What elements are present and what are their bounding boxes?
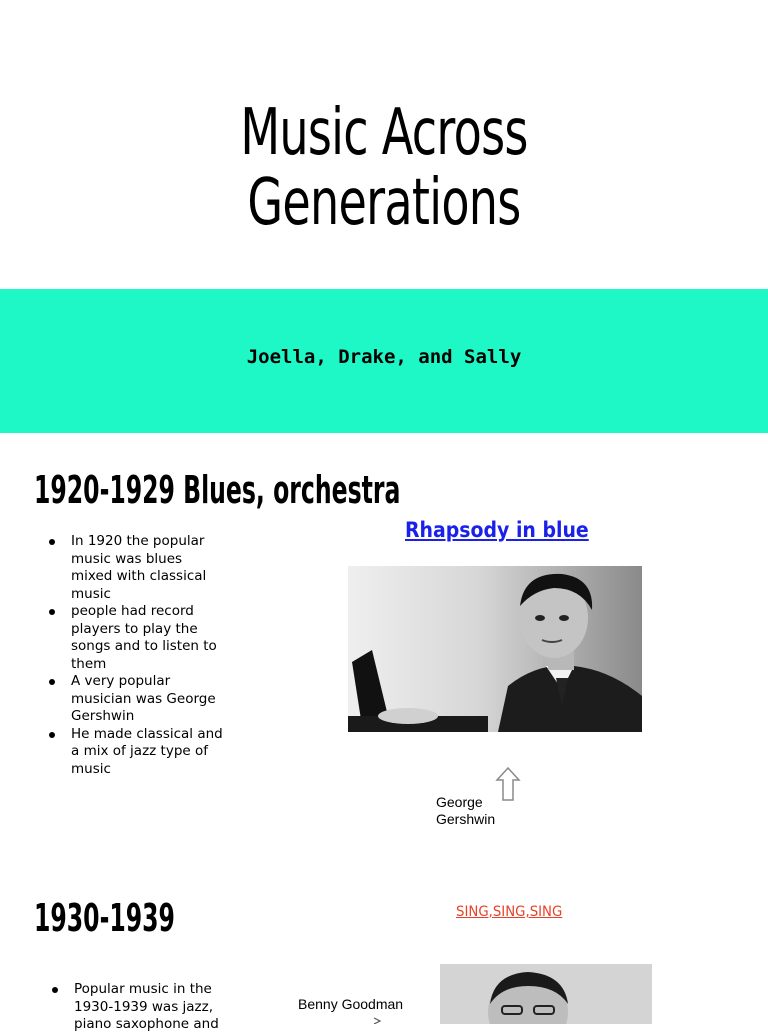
right-arrow-icon xyxy=(372,1016,386,1024)
george-gershwin-photo xyxy=(348,566,642,732)
list-item: He made classical and a mix of jazz type of music xyxy=(45,726,225,779)
section-1930-bullets xyxy=(48,981,228,1034)
george-gershwin-caption: George Gershwin xyxy=(436,794,496,827)
section-1930-heading: 1930-1939 xyxy=(34,896,175,940)
list-item: In 1920 the popular music was blues mixed with classical music xyxy=(45,533,225,603)
benny-goodman-caption: Benny Goodman xyxy=(298,996,404,1012)
benny-goodman-photo xyxy=(440,964,652,1024)
page-title: Music Across Generations xyxy=(240,96,528,241)
sing-sing-sing-link[interactable]: SING,SING,SING xyxy=(456,904,563,920)
section-1920-bullets xyxy=(45,533,225,778)
list-item: people had record players to play the songs and to listen to them xyxy=(45,603,225,673)
subtitle-band xyxy=(0,289,768,433)
authors-subtitle: Joella, Drake, and Sally xyxy=(246,346,522,368)
goodman-photo-illustration xyxy=(440,964,652,1024)
section-1920-heading: 1920-1929 Blues, orchestra xyxy=(34,468,401,512)
gershwin-photo-illustration xyxy=(348,566,642,732)
list-item: A very popular musician was George Gershwin xyxy=(45,673,225,726)
list-item: Popular music in the 1930-1939 was jazz, piano saxophone and xyxy=(48,981,228,1034)
rhapsody-in-blue-link[interactable]: Rhapsody in blue xyxy=(405,518,589,542)
